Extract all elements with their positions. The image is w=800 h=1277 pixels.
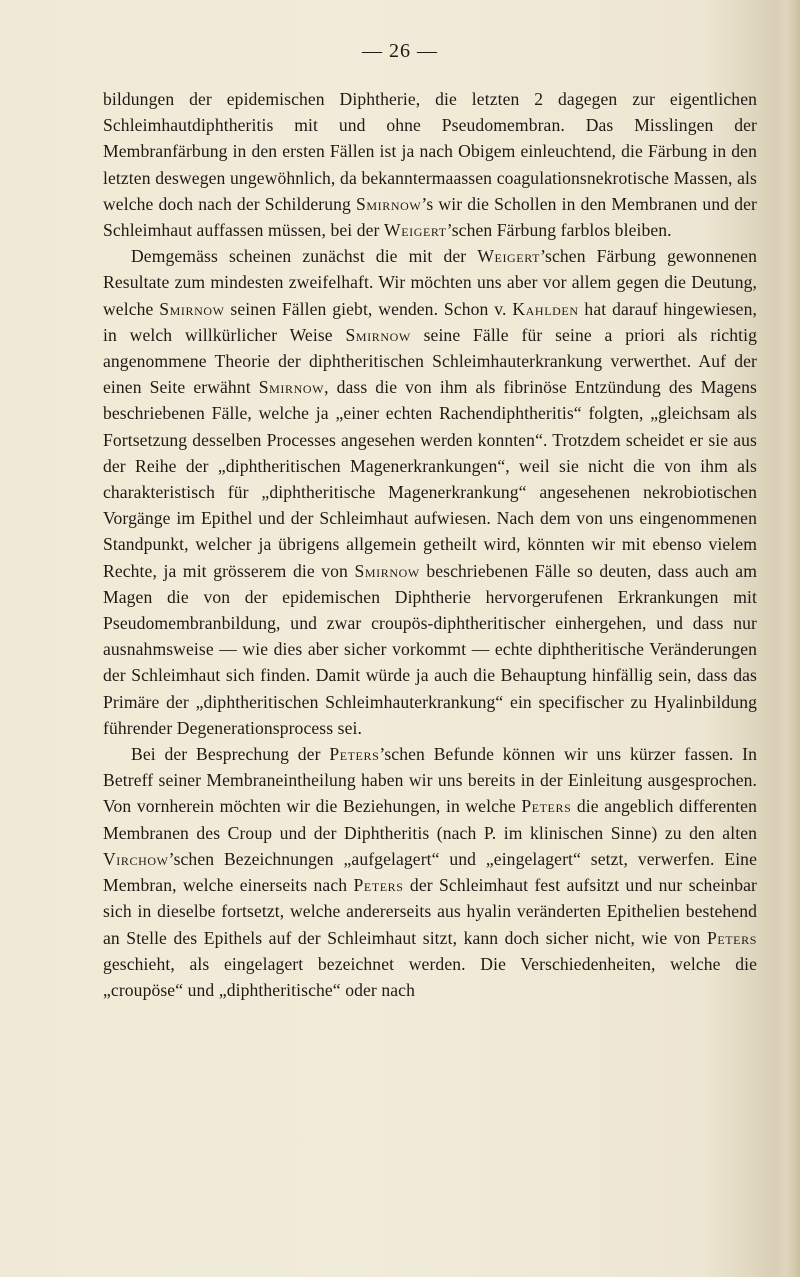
text-run: seine Fälle für seine a priori als richtig angenommene Theorie der diphtheritischen Schleimhauterkrankung verwerthet. Auf der einen Seite erwähnt (103, 324, 757, 398)
author-name: Smirnow (258, 377, 325, 398)
author-name: Weigert (477, 246, 541, 267)
text-run: ’schen Färbung farblos bleiben. (446, 220, 672, 241)
author-name: Weigert (384, 220, 447, 241)
page-edge-shadow (786, 0, 800, 1277)
text-run: ’schen Befunde können wir uns kürzer fassen. In Betreff seiner Membraneintheilung haben wir uns bereits in der Einleitung ausgesprochen. Von vornherein möchten wir die Beziehungen, in welche (103, 744, 757, 817)
author-name: Peters (329, 744, 380, 765)
author-name: Peters (353, 875, 404, 896)
text-run: ’s wir die Schollen in den Membranen und der Schleimhaut auffassen müssen, bei der (103, 193, 757, 241)
body-text (103, 86, 757, 1003)
author-name: Kahlden (512, 298, 579, 319)
paragraph-3 (103, 741, 757, 1003)
paragraph-2 (103, 243, 757, 741)
author-name: Virchow (103, 848, 169, 869)
author-name: Smirnow (345, 324, 411, 345)
author-name: Smirnow (356, 193, 422, 214)
text-run: die angeblich differenten Membranen des Croup und der Diphtheritis (nach P. im klinischen Sinne) zu den alten (103, 796, 757, 843)
paragraph-1 (103, 86, 757, 243)
author-name: Peters (521, 796, 572, 817)
text-run: Demgemäss scheinen zunächst die mit der (131, 246, 478, 267)
text-run: Bei der Besprechung der (131, 744, 330, 765)
text-run: bildungen der epidemischen Diphtherie, die letzten 2 dagegen zur eigentlichen Schleimhautdiphtheritis mit und ohne Pseudomembran. Das Misslingen der Membranfärbung in den ersten Fällen ist ja nach Obigem einleuchtend, die Färbung in den letzten deswegen ungewöhnlich, da bekanntermaassen coagulationsnekrotische Massen, als welche doch nach der Schilderung (103, 89, 757, 214)
author-name: Smirnow (159, 298, 225, 319)
text-run: der Schleimhaut fest aufsitzt und nur scheinbar sich in dieselbe fortsetzt, welche andererseits aus hyalin veränderten Epithelien bestehend an Stelle des Epithels auf der Schleimhaut sitzt, kann doch sicher nicht, wie von (103, 875, 758, 948)
text-run: hat darauf hingewiesen, in welch willkürlicher Weise (103, 298, 757, 345)
text-run: ’schen Färbung gewonnenen Resultate zum mindesten zweifelhaft. Wir möchten uns aber vor allem gegen die Deutung, welche (103, 246, 757, 319)
text-run: ’schen Bezeichnungen „aufgelagert“ und „eingelagert“ setzt, verwerfen. Eine Membran, welche einerseits nach (103, 848, 757, 896)
author-name: Peters (706, 927, 757, 948)
text-run: seinen Fällen giebt, wenden. Schon v. (224, 298, 513, 319)
text-run: beschriebenen Fälle so deuten, dass auch am Magen die von der epidemischen Diphtherie hervorgerufenen Erkrankungen mit Pseudomembranbildung, und zwar croupös-diphtheritischer einhergehen, und dass nur ausnahmsweise — wie dies aber sicher vorkommt — echte diphtheritische Veränderungen der Schleimhaut sich finden. Damit würde ja auch die Behauptung hinfällig sein, dass das Primäre der „diphtheritischen Schleimhauterkrankung“ ein specifischer zu Hyalinbildung führender Degenerationsprocess sei. (103, 560, 757, 738)
text-run: , dass die von ihm als fibrinöse Entzündung des Magens beschriebenen Fälle, welche ja „einer echten Rachendiphtheritis“ folgten, „gleichsam als Fortsetzung desselben Processes angesehen werden konnten“. Trotzdem scheidet er sie aus der Reihe der „diphtheritischen Magenerkrankungen“, weil sie nicht die von ihm als charakteristisch für „diphtheritische Magenerkrankung“ angesehenen nekrobiotischen Vorgänge im Epithel und der Schleimhaut aufwiesen. Nach dem von uns eingenommenen Standpunkt, welcher ja übrigens allgemein getheilt wird, könnten wir mit ebenso vielem Rechte, ja mit grösserem die von (103, 377, 758, 581)
author-name: Smirnow (354, 560, 420, 581)
text-run: geschieht, als eingelagert bezeichnet werden. Die Verschiedenheiten, welche die „croupöse“ und „diphtheritische“ oder nach (103, 953, 757, 1000)
page-number: — 26 — (362, 40, 438, 62)
